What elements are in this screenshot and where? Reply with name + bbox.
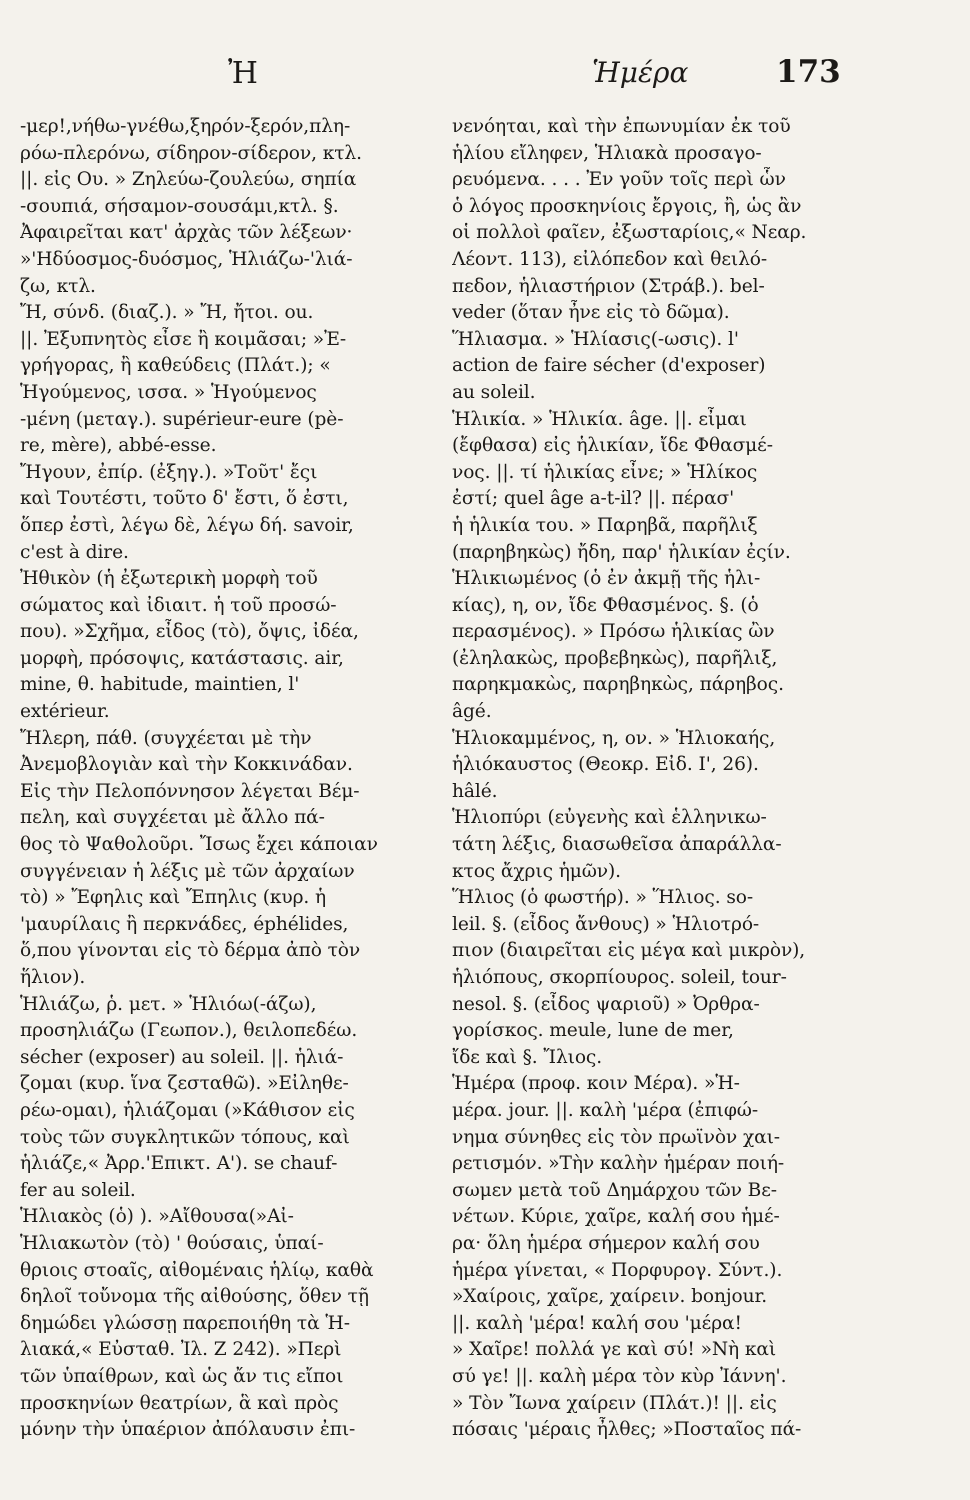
text-line: μόνην τὴν ὑπαέριον ἀπόλαυσιν ἐπι- [20,1419,356,1441]
text-line: Λέοντ. 113), εἰλόπεδον καὶ θειλό- [452,248,768,270]
text-line: μέρα. jour. ||. καλὴ 'μέρα (ἐπιφώ- [452,1099,759,1121]
text-line: Ἠθικὸν (ἡ ἐξωτερικὴ μορφὴ τοῦ [20,568,318,590]
text-line: Ἀνεμοβλογιὰν καὶ τὴν Κοκκινάδαν. [20,754,353,776]
left-column [20,114,438,1444]
text-line: δημώδει γλώσσῃ παρεποιήθη τὰ Ἡ- [20,1312,350,1334]
text-line: προσηλιάζω (Γεωπον.), θειλοπεδέω. [20,1020,358,1042]
text-line: extérieur. [20,701,110,723]
page-header [0,52,970,102]
text-line: Ἡλιακωτὸν (τὸ) ' θούσαις, ὑπαί- [20,1232,324,1254]
text-line: mine, θ. habitude, maintien, l' [20,674,300,696]
text-line: νημα σύνηθες εἰς τὸν πρωϊνὸν χαι- [452,1126,780,1148]
text-line: ρέω-ομαι), ἡλιάζομαι (»Κάθισον εἰς [20,1099,355,1121]
text-line: ὅ,που γίνονται εἰς τὸ δέρμα ἀπὸ τὸν [20,940,361,962]
text-line: ἐστί; quel âge a-t-il? ||. πέρασ' [452,488,735,510]
text-line: Ἡγούμενος, ισσα. » Ἡγούμενος [20,381,317,403]
text-line: ὁ λόγος προσκηνίοις ἔργοις, ἢ, ὡς ἂν [452,195,802,217]
text-line: κτος ἄχρις ἡμῶν). [452,860,621,882]
text-line: ἴδε καὶ §. Ἴλιος. [452,1046,603,1068]
text-line: 'μαυρίλαις ἢ περκνάδες, éphélides, [20,913,349,935]
text-line: ||. Ἐξυπνητὸς εἶσε ἢ κοιμᾶσαι; »Ἐ- [20,328,347,350]
text-line: Ἥλιος (ὁ φωστήρ). » Ἥλιος. so- [452,887,754,909]
right-column [452,114,872,1444]
text-line: πιον (διαιρεῖται εἰς μέγα καὶ μικρὸν), [452,940,806,962]
text-line: ὅπερ ἐστὶ, λέγω δὲ, λέγω δή. savoir, [20,514,354,536]
text-line: νος. ||. τί ἡλικίας εἶνε; » Ἡλίκος [452,461,758,483]
text-line: » Τὸν Ἴωνα χαίρειν (Πλάτ.)! ||. εἰς [452,1392,777,1414]
text-line: ζομαι (κυρ. ἵνα ζεσταθῶ). »Εἰληθε- [20,1073,349,1095]
text-line: ρα· ὅλη ἡμέρα σήμερον καλή σου [452,1232,760,1254]
text-line: ἡμέρα γίνεται, « Πορφυρογ. Σύντ.). [452,1259,783,1281]
text-line: leil. §. (εἶδος ἄνθους) » Ἡλιοτρό- [452,913,760,935]
text-line: Ἥλιασμα. » Ἡλίασις(-ωσις). l' [452,328,739,350]
text-line: fer au soleil. [20,1179,136,1201]
text-line: au soleil. [452,381,536,403]
text-line: τῶν ὑπαίθρων, καὶ ὡς ἄν τις εἴποι [20,1365,344,1387]
text-line: καὶ Τουτέστι, τοῦτο δ' ἔστι, ὅ ἐστι, [20,488,349,510]
text-line: ρευόμενα. . . . Ἐν γοῦν τοῖς περὶ ὧν [452,169,786,191]
text-line: Ἡμέρα (προφ. κοιν Μέρα). »Ἡ- [452,1073,740,1095]
text-line: σύ γε! ||. καλὴ μέρα τὸν κὺρ Ἰάννη'. [452,1365,787,1387]
text-line: nesol. §. (εἶδος ψαριοῦ) » Ὀρθρα- [452,993,760,1015]
text-line: (ἐληλακὼς, προβεβηκὼς), παρῆλιξ, [452,647,778,669]
header-right-guide-word: Ἡμέρα [592,56,689,89]
text-line: ἥλιον). [20,967,86,988]
text-line: ρετισμόν. »Τὴν καλὴν ἡμέραν ποιή- [452,1153,785,1175]
text-line: παρηκμακὼς, παρηβηκὼς, πάρηβος. [452,674,784,696]
text-line: νενόηται, καὶ τὴν ἐπωνυμίαν ἐκ τοῦ [452,116,791,137]
text-line: Ἡλικία. » Ἡλικία. âge. ||. εἶμαι [452,408,747,430]
text-line: hâlé. [452,780,498,802]
text-line: c'est à dire. [20,541,129,563]
text-line: Ἤλερη, πάθ. (συγχέεται μὲ τὴν [20,727,312,749]
text-line: που). »Σχῆμα, εἶδος (τὸ), ὄψις, ἰδέα, [20,621,359,643]
text-line: τὸ) » Ἔφηλις καὶ Ἔπηλις (κυρ. ἡ [20,887,327,909]
text-line: ζω, κτλ. [20,275,96,297]
text-line: ἡ ἡλικία του. » Παρηβᾶ, παρῆλιξ [452,514,758,536]
text-line: » Χαῖρε! πολλά γε καὶ σύ! »Νὴ καὶ [452,1339,777,1361]
text-line: Ἀφαιρεῖται κατ' ἀρχὰς τῶν λέξεων· [20,222,353,244]
text-line: δηλοῖ τοὔνομα τῆς αἰθούσης, ὅθεν τῇ [20,1286,369,1308]
text-line: περασμένος). » Πρόσω ἡλικίας ὢν [452,621,775,643]
page-number: 173 [776,54,841,90]
text-line: σωμεν μετὰ τοῦ Δημάρχου τῶν Βε- [452,1179,777,1201]
text-line: -μερ!,νήθω-γνέθω,ξηρόν-ξερόν,πλη- [20,116,351,137]
text-line: συγγένειαν ἡ λέξις μὲ τῶν ἀρχαίων [20,860,355,882]
text-line: πόσαις 'μέραις ἦλθες; »Ποσταῖος πά- [452,1419,802,1441]
text-line: Ἡλιακὸς (ὁ) ). »Αἴθουσα(»Αἰ- [20,1206,294,1228]
text-line: πελη, καὶ συγχέεται μὲ ἄλλο πά- [20,807,325,829]
text-line: Ἡλιοκαμμένος, η, ον. » Ἡλιοκαής, [452,727,776,749]
text-line: Εἰς τὴν Πελοπόννησον λέγεται Βέμ- [20,780,360,802]
text-line: veder (ὅταν ἦνε εἰς τὸ δῶμα). [452,302,730,324]
text-line: προσκηνίων θεατρίων, ἃ καὶ πρὸς [20,1392,339,1414]
text-line: re, mère), abbé-esse. [20,435,217,457]
text-line: -μένη (μεταγ.). supérieur-eure (pè- [20,408,344,430]
text-line: μορφὴ, πρόσοψις, κατάστασις. air, [20,647,344,669]
text-line: ἡλιόπους, σκορπίουρος. soleil, tour- [452,967,787,988]
text-line: Ἡλιοπύρι (εὐγενὴς καὶ ἑλληνικω- [452,807,767,829]
text-line: »Χαίροις, χαῖρε, χαίρειν. bonjour. [452,1286,768,1308]
text-line: πεδον, ἡλιαστήριον (Στράβ.). bel- [452,275,765,297]
text-line: νέτων. Κύριε, χαῖρε, καλή σου ἡμέ- [452,1206,780,1228]
text-line: γρήγορας, ἢ καθεύδεις (Πλάτ.); « [20,355,331,377]
text-line: Ἤ, σύνδ. (διαζ.). » Ἤ, ἤτοι. ou. [20,302,314,324]
text-line: οἱ πολλοὶ φαῖεν, ἐξωσταρίοις,« Νεαρ. [452,222,807,244]
text-line: ||. καλὴ 'μέρα! καλή σου 'μέρα! [452,1312,742,1334]
text-line: κίας), η, ον, ἴδε Φθασμένος. §. (ὁ [452,594,759,616]
header-left-guide-word: Ἠ [228,56,258,91]
text-line: (παρηβηκὼς) ἤδη, παρ' ἡλικίαν ἐςίν. [452,541,791,563]
text-line: action de faire sécher (d'exposer) [452,355,766,377]
text-line: θριοις στοαῖς, αἰθομέναις ἡλίῳ, καθὰ [20,1259,374,1281]
text-line: ||. εἰς Ου. » Ζηλεύω-ζουλεύω, σηπία [20,169,357,191]
text-line: γορίσκος. meule, lune de mer, [452,1020,734,1042]
text-line: ἡλιάζε,« Ἀρρ.'Επικτ. Α'). se chauf- [20,1153,338,1175]
text-line: âgé. [452,701,492,723]
text-line: σώματος καὶ ἰδιαιτ. ἡ τοῦ προσώ- [20,594,337,616]
text-line: Ἡλικιωμένος (ὁ ἐν ἀκμῇ τῆς ἡλι- [452,568,761,590]
text-line: Ἡλιάζω, ῥ. μετ. » Ἡλιόω(-άζω), [20,993,317,1015]
text-line: -σουπιά, σήσαμον-σουσάμι,κτλ. §. [20,195,339,217]
text-line: (ἔφθασα) εἰς ἡλικίαν, ἴδε Φθασμέ- [452,435,773,457]
text-line: λιακά,« Εὐσταθ. Ἰλ. Ζ 242). »Περὶ [20,1339,342,1361]
text-line: ἡλιόκαυστος (Θεοκρ. Εἰδ. Ι', 26). [452,754,759,776]
text-line: τοὺς τῶν συγκλητικῶν τόπους, καὶ [20,1126,350,1148]
text-line: θος τὸ Ψαθολοῦρι. Ἴσως ἔχει κάποιαν [20,834,378,856]
text-line: »'Ηδύοσμος-δυόσμος, Ἡλιάζω-'λιά- [20,248,353,270]
text-line: sécher (exposer) au soleil. ||. ἡλιά- [20,1046,344,1068]
text-line: ρόω-πλερόνω, σίδηρον-σίδερον, κτλ. [20,142,362,164]
text-line: Ἤγουν, ἐπίρ. (ἐξηγ.). »Τοῦτ' ἔςι [20,461,318,483]
text-line: τάτη λέξις, διασωθεῖσα ἀπαράλλα- [452,834,782,856]
text-line: ἡλίου εἴληφεν, Ἡλιακὰ προσαγο- [452,142,762,164]
